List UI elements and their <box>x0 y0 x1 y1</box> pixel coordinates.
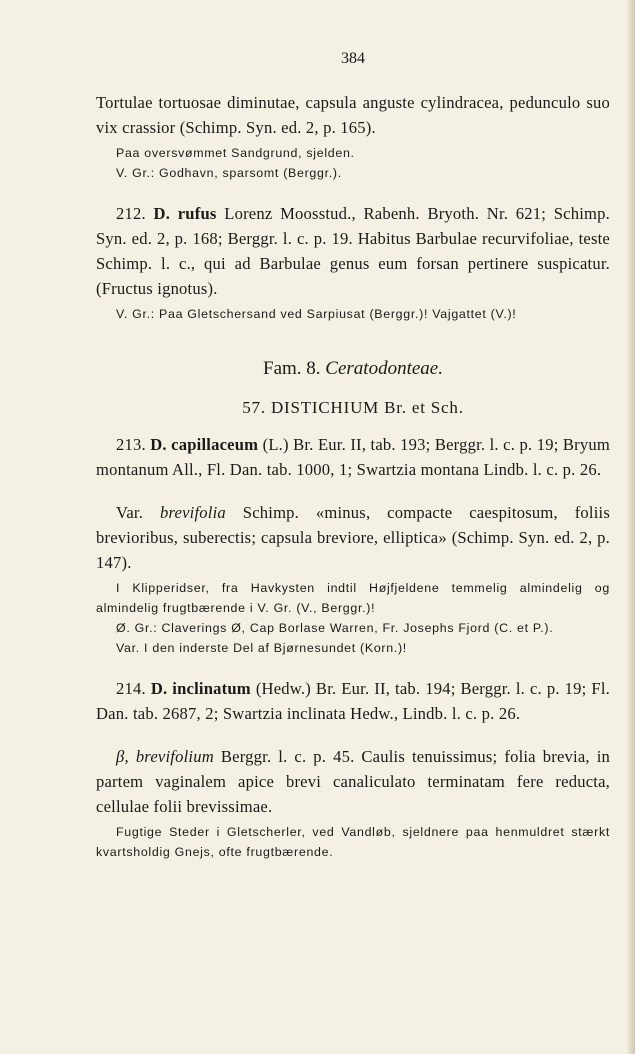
variety-prefix: β, <box>116 747 129 766</box>
locality-note: I Klipperidser, fra Havkysten indtil Højfjeldene temmelig almindelig og almindelig frugtbærende i V. Gr. (V., Berggr.)! <box>96 581 610 615</box>
variety-prefix: Var. <box>116 503 144 522</box>
species-text: (Hedw.) Br. Eur. II, tab. 194; Berggr. l. c. p. 19; Fl. Dan. tab. 2687, 2; Swartzia inclinata Hedw., Lindb. l. c. p. 26. <box>96 679 610 723</box>
variety-text: Berggr. l. c. p. 45. Caulis tenuissimus; folia brevia, in partem vaginalem apice brevi canaliculato terminatam fere reducta, cellulae folii brevissimae. <box>96 747 611 816</box>
species-name: D. rufus <box>153 204 217 223</box>
family-prefix: Fam. 8. <box>263 358 321 379</box>
variety-text: Schimp. «minus, compacte caespitosum, foliis brevioribus, suberectis; capsula breviore, elliptica» (Schimp. Syn. ed. 2, p. 147). <box>96 503 611 572</box>
variety-name: brevifolia <box>159 503 226 522</box>
locality-note: Ø. Gr.: Claverings Ø, Cap Borlase Warren, Fr. Josephs Fjord (C. et P.). <box>116 621 554 635</box>
species-name: D. capillaceum <box>150 435 259 454</box>
page-edge-shadow <box>627 0 635 1054</box>
book-page <box>96 50 610 862</box>
family-name: Ceratodonteae. <box>325 358 443 379</box>
variety-paragraph <box>96 500 610 575</box>
species-name: D. inclinatum <box>150 679 251 698</box>
variety-paragraph <box>96 744 610 819</box>
locality-note: Fugtige Steder i Gletscherler, ved Vandløb, sjeldnere paa henmuldret stærkt kvartsholdig Gnejs, ofte frugtbærende. <box>96 825 610 859</box>
species-212 <box>96 201 610 301</box>
species-text: Lorenz Moosstud., Rabenh. Bryoth. Nr. 621; Schimp. Syn. ed. 2, p. 168; Berggr. l. c. p. 19. Habitus Barbulae recurvifoliae, teste Schimp. l. c., qui ad Barbulae genus eum forsan pertinere suspicatur. (Fructus ignotus). <box>96 204 610 298</box>
species-213 <box>96 432 610 482</box>
genus-heading: 57. DISTICHIUM Br. et Sch. <box>242 398 464 417</box>
species-214 <box>96 676 610 726</box>
paragraph-diagnosis: Tortulae tortuosae diminutae, capsula anguste cylindracea, pedunculo suo vix crassior (Schimp. Syn. ed. 2, p. 165). <box>96 93 610 137</box>
locality-note: V. Gr.: Paa Gletschersand ved Sarpiusat (Berggr.)! Vajgattet (V.)! <box>116 307 517 321</box>
locality-note: V. Gr.: Godhavn, sparsomt (Berggr.). <box>116 166 342 180</box>
locality-note: Var. I den inderste Del af Bjørnesundet (Korn.)! <box>116 641 407 655</box>
species-number: 213. <box>116 435 146 454</box>
variety-name: brevifolium <box>135 747 214 766</box>
species-number: 212. <box>116 204 146 223</box>
locality-note: Paa oversvømmet Sandgrund, sjelden. <box>116 146 355 160</box>
species-number: 214. <box>116 679 146 698</box>
family-heading <box>96 356 610 382</box>
species-text: (L.) Br. Eur. II, tab. 193; Berggr. l. c. p. 19; Bryum montanum All., Fl. Dan. tab. 1000, 1; Swartzia montana Lindb. l. c. p. 26. <box>96 435 611 479</box>
page-number: 384 <box>341 50 365 67</box>
